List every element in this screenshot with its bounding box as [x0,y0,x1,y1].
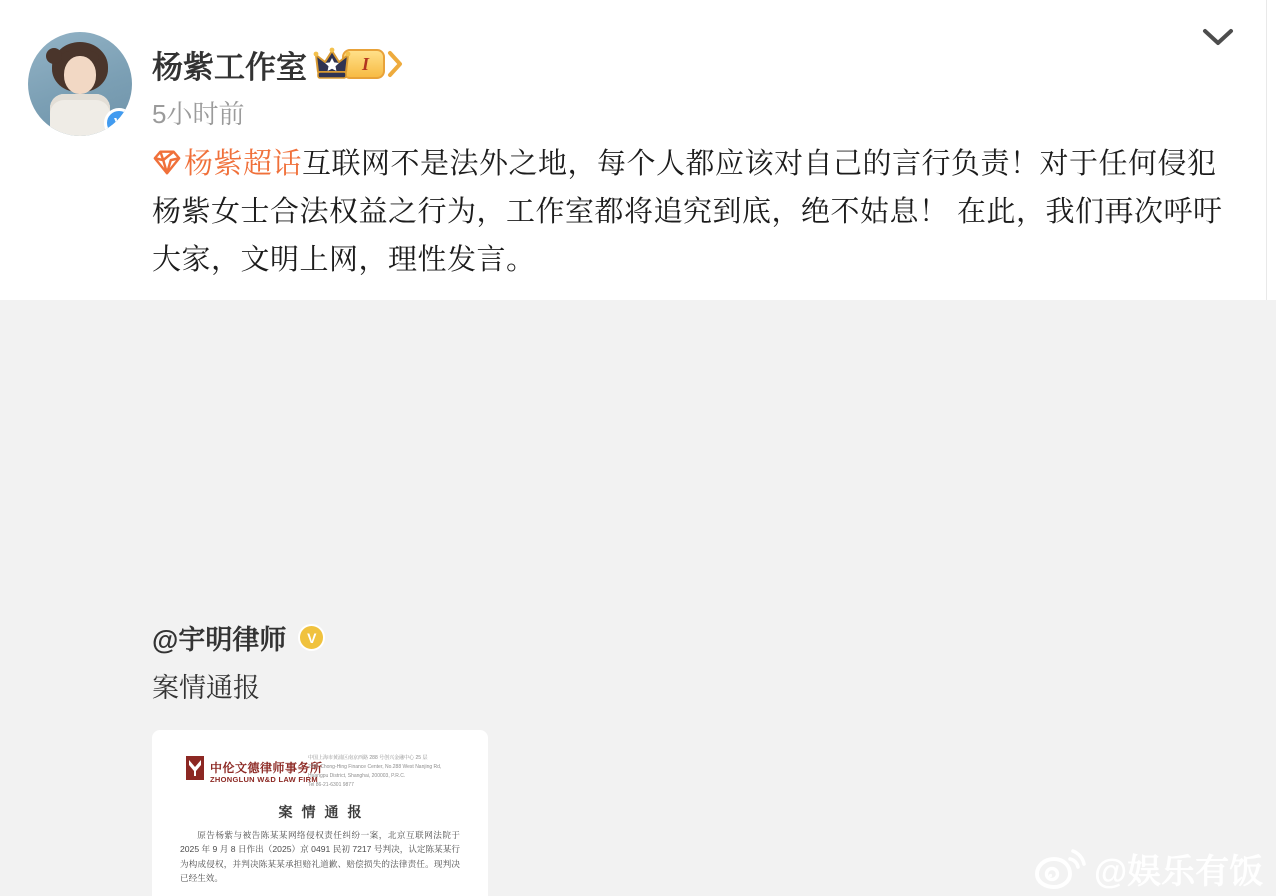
quoted-post-text: 案情通报 [152,673,260,703]
author-name[interactable]: 杨紫工作室 [152,50,307,85]
attached-document-image[interactable] [152,730,488,896]
quoted-post-section [0,300,1276,896]
post-body-text: 互联网不是法外之地，每个人都应该对自己的言行负责！对于任何侵犯杨紫女士合法权益之行为，工作室都将追究到底，绝不姑息！ 在此，我们再次呼吁大家，文明上网，理性发言。 [152,148,1223,276]
watermark-handle: @娱乐有饭 [1094,853,1264,891]
firm-address: 中国上海市黄浦区南京西路 288 号创兴金融中心 25 层 25/F, Chong-Hing Finance Center, No.288 West Nanjing Rd, Huangpu District, Shanghai, 200003, P.R.C. Tel 86-21-6301 9877 [308,755,442,788]
post-body [152,140,1244,284]
crown-icon [312,46,352,82]
verified-gold-icon: V [298,624,325,651]
vip-level-badge[interactable] [312,46,405,82]
firm-name-cn: 中伦文德律师事务所 [210,761,323,775]
supertopic-link-label: 杨紫超话 [184,148,303,180]
quoted-author-name: @宇明律师 [152,625,287,655]
supertopic-link[interactable] [152,148,302,180]
document-title: 案情通报 [278,804,371,820]
avatar[interactable] [28,32,132,136]
badge-chevron-icon [387,49,405,79]
document-paragraph: 原告杨紫与被告陈某某网络侵权责任纠纷一案，北京互联网法院于 2025 年 9 月 8 日作出（2025）京 0491 民初 7217 号判决，认定陈某某行为构成侵权，并判决陈某某承担赔礼道歉、赔偿损失的法律责任。现判决已经生效。 [180,830,460,884]
chevron-down-icon [1202,28,1234,48]
vip-level-label: I [342,49,385,79]
supertopic-gem-icon [152,147,182,177]
avatar-art [50,94,110,136]
quoted-author-link[interactable] [152,618,325,657]
avatar-art [46,48,62,64]
law-firm-logo [186,756,204,780]
verified-blue-icon: V [104,108,132,136]
document-body [180,828,460,896]
avatar-art [64,56,96,94]
post-timestamp: 5小时前 [152,99,245,129]
collapse-post-button[interactable] [1198,22,1238,54]
firm-name-en: ZHONGLUN W&D LAW FIRM [210,775,318,784]
